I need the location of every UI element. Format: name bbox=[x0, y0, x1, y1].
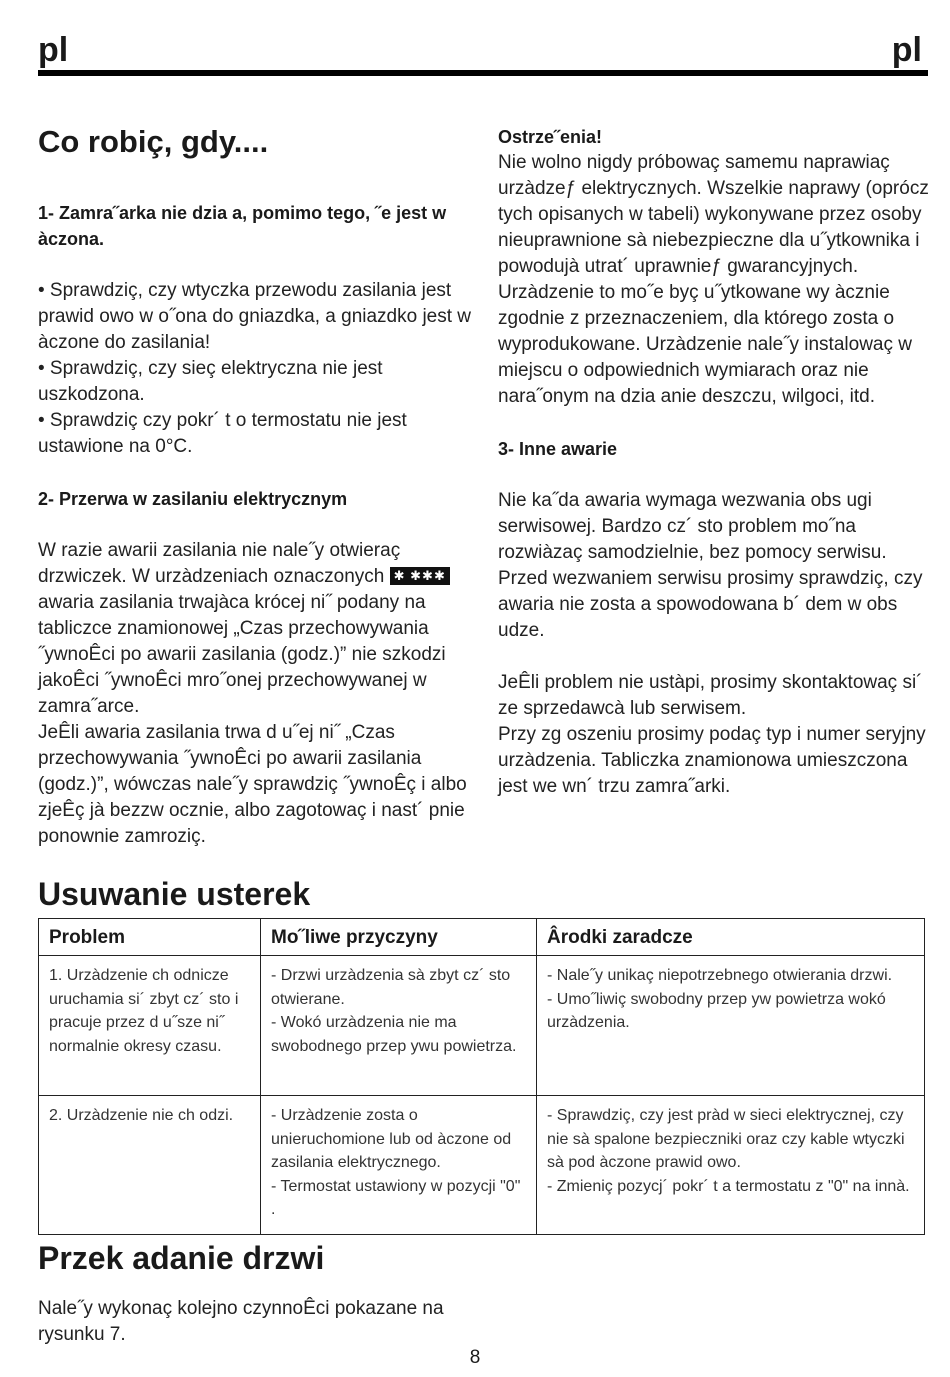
door-section-title: Przek adanie drzwi bbox=[38, 1240, 325, 1276]
door-instruction: Nale˝y wykonaç kolejno czynnoÊci pokazane na rysunku 7. bbox=[38, 1298, 444, 1345]
section1-paragraph-2: • Sprawdziç, czy sieç elektryczna nie jest uszkodzona. bbox=[38, 358, 383, 405]
section3-paragraph-2: JeÊli problem nie ustàpi, prosimy skontaktowaç si´ ze sprzedawcà lub serwisem. bbox=[498, 672, 923, 719]
cell-causes: - Urzàdzenie zosta o unieruchomione lub od àczone od zasilania elektrycznego. - Termostat ustawiony w pozycji "0" . bbox=[261, 1096, 537, 1235]
troubleshooting-title: Usuwanie usterek bbox=[38, 876, 311, 912]
header-rule bbox=[38, 70, 928, 76]
cell-remedies: - Nale˝y unikaç niepotrzebnego otwierania drzwi. - Umo˝liwiç swobodny przep yw powietrza wokó urzàdzenia. bbox=[537, 956, 925, 1096]
cell-causes: - Drzwi urzàdzenia sà zbyt cz´ sto otwierane. - Wokó urzàdzenia nie ma swobodnego przep ywu powietrza. bbox=[261, 956, 537, 1096]
header-lang-right: pl bbox=[891, 31, 922, 69]
table-header-row bbox=[39, 919, 925, 956]
cell-problem: 1. Urzàdzenie ch odnicze uruchamia si´ zbyt cz´ sto i pracuje przez d u˝sze ni˝ normalnie okresy czasu. bbox=[39, 956, 261, 1096]
section3-paragraph-3: Przy zg oszeniu prosimy podaç typ i numer seryjny urzàdzenia. Tabliczka znamionowa umieszczona jest we wn´ trzu zamra˝arki. bbox=[498, 724, 926, 797]
section2-text-before-icon: W razie awarii zasilania nie nale˝y otwieraç drzwiczek. W urzàdzeniach oznaczonych bbox=[38, 540, 401, 587]
left-column bbox=[38, 122, 478, 850]
section2-paragraph-1 bbox=[38, 538, 478, 720]
freezer-star-icon: ✱ ✱✱✱ bbox=[390, 567, 450, 585]
section2-paragraph-2: JeÊli awaria zasilania trwa d u˝ej ni˝ „Czas przechowywania ˝ywnoÊci po awarii zasilania (godz.)”, wówczas nale˝y sprawdziç ˝ywnoÊç i albo zjeÊç jà bezzw ocznie, albo zagotowaç i nast´ pnie ponownie zamroziç. bbox=[38, 722, 467, 847]
column-header-problem: Problem bbox=[39, 919, 261, 956]
cell-problem: 2. Urzàdzenie nie ch odzi. bbox=[39, 1096, 261, 1235]
table-row bbox=[39, 1096, 925, 1235]
cell-remedies: - Sprawdziç, czy jest pràd w sieci elektrycznej, czy nie sà spalone bezpieczniki oraz czy kable wtyczki sà pod àczone prawid owo. - Zmieniç pozycj´ pokr´ t a termostatu z "0" na innà. bbox=[537, 1096, 925, 1235]
warning-text: Nie wolno nigdy próbowaç samemu naprawiaç urzàdzeƒ elektrycznych. Wszelkie naprawy (oprócz tych opisanych w tabeli) wykonywane przez osoby nieuprawnione sà niebezpieczne dla u˝ytkownika i powodujà utrat´ uprawnieƒ gwarancyjnych. Urzàdzenie to mo˝e byç u˝ytkowane wy àcznie zgodnie z przeznaczeniem, dla którego zosta o wyprodukowane. Urzàdzenie nale˝y instalowaç w miejscu o odpowiednich wymiarach oraz nie nara˝onym na dzia anie deszczu, wilgoci, itd. bbox=[498, 152, 929, 407]
section3-heading: 3- Inne awarie bbox=[498, 439, 618, 459]
troubleshooting-table bbox=[38, 918, 925, 1235]
header-lang-left: pl bbox=[38, 31, 69, 69]
column-header-causes: Mo˝liwe przyczyny bbox=[261, 919, 537, 956]
right-column bbox=[498, 124, 934, 800]
page-title: Co robiç, gdy.... bbox=[38, 124, 269, 159]
column-header-remedies: Ârodki zaradcze bbox=[537, 919, 925, 956]
section2-text-after-icon: awaria zasilania trwajàca krócej ni˝ podany na tabliczce znamionowej „Czas przechowywania ˝ywnoÊci po awarii zasilania (godz.)” nie szkodzi jakoÊci ˝ywnoÊci mro˝onej przechowywanej w zamra˝arce. bbox=[38, 592, 446, 717]
table-row bbox=[39, 956, 925, 1096]
warning-heading: Ostrze˝enia! bbox=[498, 127, 603, 147]
section1-heading: 1- Zamra˝arka nie dzia a, pomimo tego, ˝e jest w àczona. bbox=[38, 203, 447, 249]
page-number: 8 bbox=[469, 1347, 481, 1368]
section1-paragraph-1: • Sprawdziç, czy wtyczka przewodu zasilania jest prawid owo w o˝ona do gniazdka, a gniazdko jest w àczone do zasilania! bbox=[38, 280, 472, 353]
section3-paragraph-1: Nie ka˝da awaria wymaga wezwania obs ugi serwisowej. Bardzo cz´ sto problem mo˝na rozwiàzaç samodzielnie, bez pomocy serwisu. Przed wezwaniem serwisu prosimy sprawdziç, czy awaria nie zosta a spowodowana b´ dem w obs udze. bbox=[498, 490, 923, 641]
section2-heading: 2- Przerwa w zasilaniu elektrycznym bbox=[38, 489, 348, 509]
section1-paragraph-3: • Sprawdziç czy pokr´ t o termostatu nie jest ustawione na 0°C. bbox=[38, 410, 407, 457]
